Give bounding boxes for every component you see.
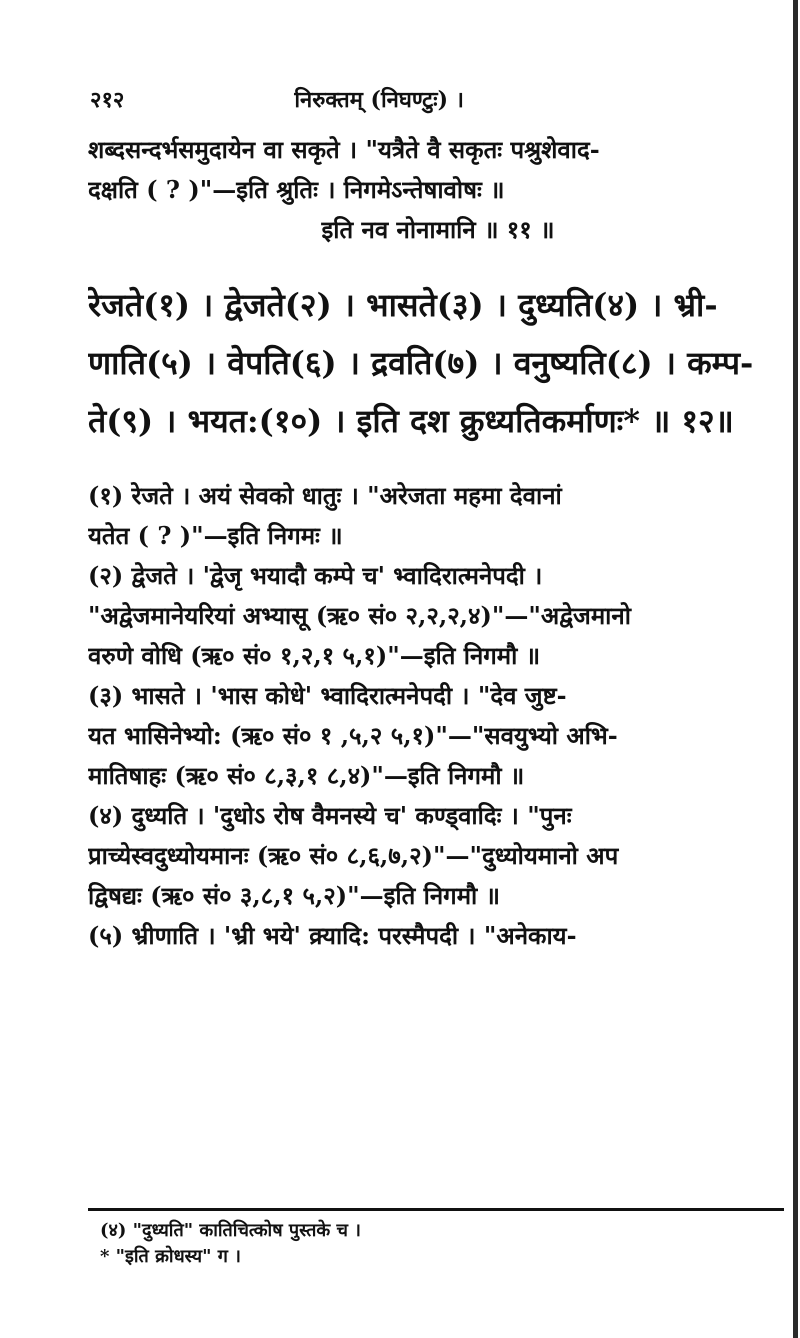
text-line: (४) दुध्यति । 'दुधोऽ रोष वैमनस्ये च' कण्ड्वादिः । "पुनः <box>88 801 572 830</box>
text-line: (५) भ्रीणाति । 'भ्री भये' क्र्यादि: परस्मैपदी । "अनेकाय- <box>88 921 577 950</box>
text-line: रेजते(१) । द्वेजते(२) । भासते(३) । दुध्यति(४) । भ्री- <box>88 286 718 324</box>
footnotes <box>100 1218 361 1270</box>
text-line: शब्दसन्दर्भसमुदायेन वा सकृते । "यत्रैते वै सकृतः पश्रुशेवाद- <box>88 135 600 164</box>
text-line: (३) भासते । 'भास कोधे' भ्वादिरात्मनेपदी । "देव जुष्ट- <box>88 681 567 710</box>
text-line: द्विषद्यः (ऋ० सं० ३,८,१ ५,२)"—इति निगमौ ॥ <box>88 881 500 910</box>
footnote: (४) "दुध्यति" कातिचित्कोष पुस्तके च । <box>100 1220 361 1241</box>
text-line: मातिषाहः (ऋ० सं० ८,३,१ ८,४)"—इति निगमौ ॥ <box>88 761 525 790</box>
text-line: (१) रेजते । अयं सेवको धातुः । "अरेजता महमा देवानां <box>88 481 562 510</box>
text-line: (२) द्वेजते । 'द्वेजृ भयादौ कम्पे च' भ्वादिरात्मनेपदी । <box>88 561 543 590</box>
line-gap <box>88 450 788 476</box>
page-number: २१२ <box>90 87 125 113</box>
body-text <box>88 130 788 956</box>
page-edge-bar <box>793 0 798 1338</box>
text-line: इति नव नोनामानि ॥ ११ ॥ <box>321 215 555 244</box>
text-line: ते(९) । भयत:(१०) । इति दश क्रुध्यतिकर्माणः* ॥ १२॥ <box>88 402 734 440</box>
text-line: प्राच्येस्वदुध्योयमानः (ऋ० सं० ८,६,७,२)"—"दुध्योयमानो अप <box>88 841 619 870</box>
text-line: दक्षति ( ? )"—इति श्रुतिः । निगमेऽन्तेषावोषः ॥ <box>88 175 505 204</box>
text-line: वरुणे वोधि (ऋ० सं० १,२,१ ५,१)"—इति निगमौ ॥ <box>88 641 541 670</box>
footnote-rule <box>88 1208 784 1211</box>
line-gap <box>88 250 788 276</box>
page-header <box>90 84 580 114</box>
text-line: णाति(५) । वेपति(६) । द्रवति(७) । वनुष्यति(८) । कम्प- <box>88 344 754 382</box>
text-line: यत भासिनेभ्यो: (ऋ० सं० १ ,५,२ ५,१)"—"सवयुभ्यो अभि- <box>88 721 618 750</box>
text-line: यतेत ( ? )"—इति निगमः ॥ <box>88 521 343 550</box>
text-line: "अद्वेजमानेयरियां अभ्यासू (ऋ० सं० २,२,२,४)"—"अद्वेजमानो <box>88 601 631 630</box>
running-title: निरुक्तम् (निघण्टुः) । <box>294 87 465 113</box>
footnote: * "इति क्रोधस्य" ग । <box>100 1246 241 1267</box>
